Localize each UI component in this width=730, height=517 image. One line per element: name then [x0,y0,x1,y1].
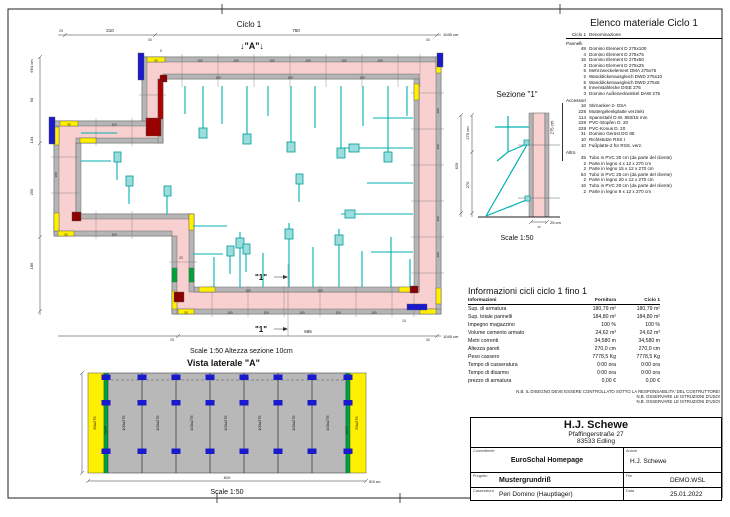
info-fornitura-value: 100 % [601,322,616,328]
disclaimer-notes [470,389,720,404]
panel-label: 100x275 [155,415,160,431]
label-file: File [626,474,633,478]
panel-dim-label: 100 [436,216,440,222]
material-list [566,18,722,194]
material-row [566,189,722,195]
dim-label: 20 [179,256,183,260]
panel-dim-label: 100 [111,232,117,237]
pannelli-rows [566,46,722,96]
info-row [468,377,660,385]
info-fornitura-value: 184,80 m² [592,314,616,320]
panel-dim-label: 50 [67,122,71,127]
info-label: Metri correnti [468,338,499,344]
dim-label: 255 [29,188,34,196]
height-dim-line [562,103,563,161]
material-qty: 5 [583,68,586,74]
info-fornitura-value: 24,62 m³ [595,330,616,336]
cell-progetto [471,473,623,488]
material-name: Parte in legno 4 x 12 x 270 cm [589,160,652,166]
panel-dim-label: 50 [154,58,158,63]
section-title: Sezione "1" [496,90,538,99]
material-list-header [566,32,722,39]
material-row [566,143,722,149]
material-qty: 2 [583,188,586,194]
info-fornitura-value: 0,00 € [601,378,616,384]
label-committente: Committente [473,449,495,453]
panel-dim-label: 100 [233,58,239,63]
panel-label: 100x275 [189,415,194,431]
prop-head [524,140,529,145]
material-qty: 114 [578,114,586,120]
panel-dim-label: 100 [111,122,117,127]
info-row [468,313,660,321]
dim-label: 270 cm [465,126,470,140]
section-wall [533,113,545,217]
cycle-info-title: Informazioni cicli ciclo 1 fino 1 [468,286,588,296]
info-row [468,361,660,369]
material-list-title: Elenco materiale Ciclo 1 [590,18,698,29]
info-row [468,321,660,329]
info-row [468,337,660,345]
dim-label: 25 [170,338,174,342]
altro-rows [566,155,722,194]
accessori-rows [566,103,722,148]
panel-label: 100x275 [291,415,296,431]
info-ciclo-value: 7778,5 Kg [636,354,660,360]
info-ciclo-value: 180,79 m² [636,306,660,312]
panel-dim-label: 100 [377,58,383,63]
info-label: Volume cemento armato [468,330,525,336]
panel-label: 50x275 [354,416,359,430]
material-qty: 16 [580,103,586,109]
panel-dim-label: 100 [197,58,203,63]
cell-casseratura [471,488,623,500]
side-view-title: Vista laterale "A" [187,358,260,368]
panel-dim-label: 100 [215,75,221,80]
panel-dim-label: 100 [269,58,275,63]
material-qty: 45 [580,155,586,161]
panel-label: 100x275 [121,415,126,431]
dim-label: 1045 cm [443,32,459,37]
panel-dim-label: 50 [184,310,188,315]
col-fornitura: Fornitura [594,298,616,303]
material-name: Domino Gerüst DG 85 [589,131,635,137]
info-fornitura-value: 0:00 ora [596,362,616,368]
material-qty: 16 [580,183,586,189]
dim-label: 30 [426,338,430,342]
prop-head [525,196,530,201]
dim-label: 270 [465,181,470,189]
info-label: Sup. totale pannelli [468,314,513,320]
info-label: Tempo di casseratura [468,362,518,368]
dim-label: 665 [304,329,312,334]
material-qty: 228 [578,120,586,126]
material-name: Tubo in PVC 30 cm (da parte del cliente) [589,155,672,161]
dim-label: 5 [160,49,162,53]
info-ciclo-value: 184,80 m² [636,314,660,320]
info-label: Impegno magazzino [468,322,515,328]
material-name: PVC-Konus D. 20 [589,125,626,131]
panel-dim-label: 100 [287,75,293,80]
info-row [468,329,660,337]
cycle-info-table [468,286,660,385]
data-value: 25.01.2022 [670,490,703,498]
dim-label: 134 [29,136,34,144]
info-label: Tempo di disarmo [468,370,509,376]
dim-label: 25 [537,225,541,229]
panel-label: 5x275 [103,425,108,435]
material-qty: 2 [583,73,586,79]
push-pull-prop [486,116,529,216]
panel-dim-label: 100 [305,58,311,63]
material-qty: 15 [580,57,586,63]
group-accessori: Accessori [566,98,586,104]
info-ciclo-value: 24,62 m³ [639,330,660,336]
info-row [468,369,660,377]
cycle-info-header [468,298,660,305]
material-qty: 48 [580,46,586,51]
dim-label: 810 [223,475,231,480]
material-name: Domino Element D 275x75 [589,51,644,57]
info-ciclo-value: 34,580 m [638,338,660,344]
info-fornitura-value: 34,580 m [594,338,616,344]
info-fornitura-value: 7778,5 Kg [592,354,616,360]
panel-dim-label: 100 [436,108,440,114]
dim-label: 694 cm [29,59,34,73]
ties-and-props [81,86,413,287]
material-name: Parte in legno 15 x 12 x 270 cm [589,166,654,172]
dim-label: 25 cm [550,220,561,225]
side-view-a [80,358,381,496]
info-fornitura-value: 180,79 m² [592,306,616,312]
dim-label: 25 [59,29,63,33]
material-qty: 228 [578,108,586,114]
material-name: Domino Außeneckwinkel DAW 275 [589,90,661,96]
dim-label: 629 [454,162,459,170]
panel-dim-label: 100 [335,310,341,315]
autore-value: H.J. Schewe [630,458,667,465]
cell-file [624,473,721,488]
panel-dim-label: 100 [317,288,323,293]
material-name: Domino Element D 275x100 [589,46,647,51]
dim-label: 30 [426,38,430,42]
company-header [471,418,721,448]
material-name: Stirnanker-2- DSA [589,103,627,109]
panel-label: 100x275 [257,415,262,431]
dim-label: 760 [292,28,300,33]
material-qty: 10 [580,142,586,148]
material-qty: 31 [580,131,586,137]
plan-title: Ciclo 1 [236,20,262,29]
section-a-marker: ↓"A"↓ [239,41,265,51]
material-name: Richtstütze RSS I [589,136,625,142]
material-name: Wanddickenausgleich DWD 275x5 [589,79,660,85]
cell-autore [624,448,721,473]
cell-data [624,488,721,500]
dim-label: 15 [402,319,406,323]
note-line: N.B. IL DISEGNO DEVE ESSERE CONTROLLATO SOTTO LA RESPONSABILITA' DEL COSTRUTTORE! [516,389,720,394]
material-qty: 3 [583,90,586,96]
material-qty: 2 [583,166,586,172]
side-view-scale: Scale 1:50 [210,489,244,496]
panel-dim-label: 100 [341,58,347,63]
plan-view [29,20,459,355]
info-label: prezzo di armatura [468,378,512,384]
section-view [454,90,562,242]
company-city: 83533 Edling [577,438,615,445]
committente-value: EuroSchal Homepage [510,456,584,464]
group-altro: Altro [566,150,576,156]
material-qty: 2 [583,177,586,183]
info-ciclo-value: 0:00 ora [640,362,660,368]
panel-height-label: 275 cm [549,120,555,135]
cycle-info-rows [468,305,660,385]
info-fornitura-value: 270,0 cm [594,346,616,352]
section-1-marker: "1" [255,273,268,282]
info-ciclo-value: 0,00 € [645,378,660,384]
material-qty: 10 [580,136,586,142]
panel-dim-label: 100 [263,310,269,315]
panel-dim-label: 100 [299,310,305,315]
info-row [468,345,660,353]
info-label: Sup. di armatura [468,306,507,312]
dim-label: 210 [106,28,114,33]
panel-label: 100x275 [325,415,330,431]
note-line: N.B. OSSERVARE LE ISTRUZIONI D'USO! [636,399,720,404]
section-1-marker: "1" [255,325,268,334]
material-name: Parte in legno 9 x 12 x 270 cm [589,188,652,194]
info-ciclo-value: 270,0 cm [638,346,660,352]
dim-label: 186 [29,262,34,270]
material-name: Parte in legno 20 x 12 x 270 cm [589,177,654,183]
material-qty: 4 [583,51,586,57]
dim-label: 30 [148,38,152,42]
info-fornitura-value: 0:00 ora [596,370,616,376]
material-name: Domino Element D 275x50 [589,57,644,63]
material-name: Fußplatte-2 für RSS, verz. [589,142,643,148]
title-block [470,417,722,501]
material-row [566,91,722,97]
col-ciclo: Ciclo 1 [571,32,586,37]
material-name: Mehrzweckelement DMA 275x75 [589,68,657,74]
label-progetto: Progetto [473,474,488,478]
panel-label: 100x275 [223,415,228,431]
info-ciclo-value: 100 % [645,322,660,328]
material-qty: 5 [583,79,586,85]
material-name: Tubo in PVC 25 cm (da parte del cliente) [589,171,672,177]
panel-dim-label: 100 [227,310,233,315]
material-qty: 8 [583,85,586,91]
section-form-left [529,113,533,217]
material-name: Innenstahlecke DISE 275 [589,85,641,91]
info-row [468,305,660,313]
dim-label: 810 cm [369,480,381,484]
panel-5x275 [104,373,108,473]
panel-label: 5x275 [344,425,349,435]
label-data: Data [626,489,635,493]
material-name: PVC-Stopfen D. 20 [589,120,629,126]
panel-label: 50x275 [92,416,97,430]
dim-label: 90 [29,97,34,103]
col-ciclo1: Ciclo 1 [644,298,660,303]
material-qty: 228 [578,125,586,131]
panel-dim-label: 100 [359,75,365,80]
material-name: Domino Element D 275x25 [589,62,644,68]
panel-dim-label: 100 [245,288,251,293]
material-name: Wanddickenausgleich DWD 275x10 [589,73,663,79]
group-pannelli: Pannelli [566,41,583,46]
info-row [468,353,660,361]
info-label: Peso cassero [468,354,500,360]
dim-label: 1045 cm [443,334,459,339]
file-value: DEMO.WSL [670,476,706,484]
material-name: Spannstahl D.W. 850/15 mm [589,114,648,120]
material-qty: 3 [583,62,586,68]
panel-dim-label: 50 [64,232,68,237]
material-qty: 54 [580,171,586,177]
col-informazioni: Informazioni [468,298,497,303]
panel-dim-label: 100 [436,252,440,258]
material-qty: 2 [583,160,586,166]
cell-committente [471,448,623,473]
company-name: H.J. Schewe [563,419,629,431]
panel-dim-label: 100 [371,310,377,315]
panel-5x275 [346,373,350,473]
material-name: Tubo in PVC 20 cm (da parte del cliente) [589,183,672,189]
info-ciclo-value: 0:00 ora [640,370,660,376]
plan-scale-note: Scale 1:50 Altezza sezione 10cm [190,348,293,355]
panel-dim-label: 100 [54,172,58,178]
casseratura-value: Peri Domino (Hauptlager) [499,490,573,498]
section-scale: Scale 1:50 [500,235,534,242]
material-name: Muttergelenkplatte verzinkt [589,108,644,114]
col-denominazione: Denominazione [589,32,621,37]
progetto-value: Mustergrundriß [499,476,551,484]
tie-plates [114,128,392,256]
panel-dim-label: 100 [436,144,440,150]
info-label: Altezza pareti [468,346,500,352]
label-autore: Autore [626,449,638,453]
note-line: N.B. OSSERVARE LE ISTRUZIONI D'USO! [636,394,720,399]
label-casseratura: Casseratura [473,489,494,493]
company-street: Pfaffingerstraße 27 [568,431,624,438]
